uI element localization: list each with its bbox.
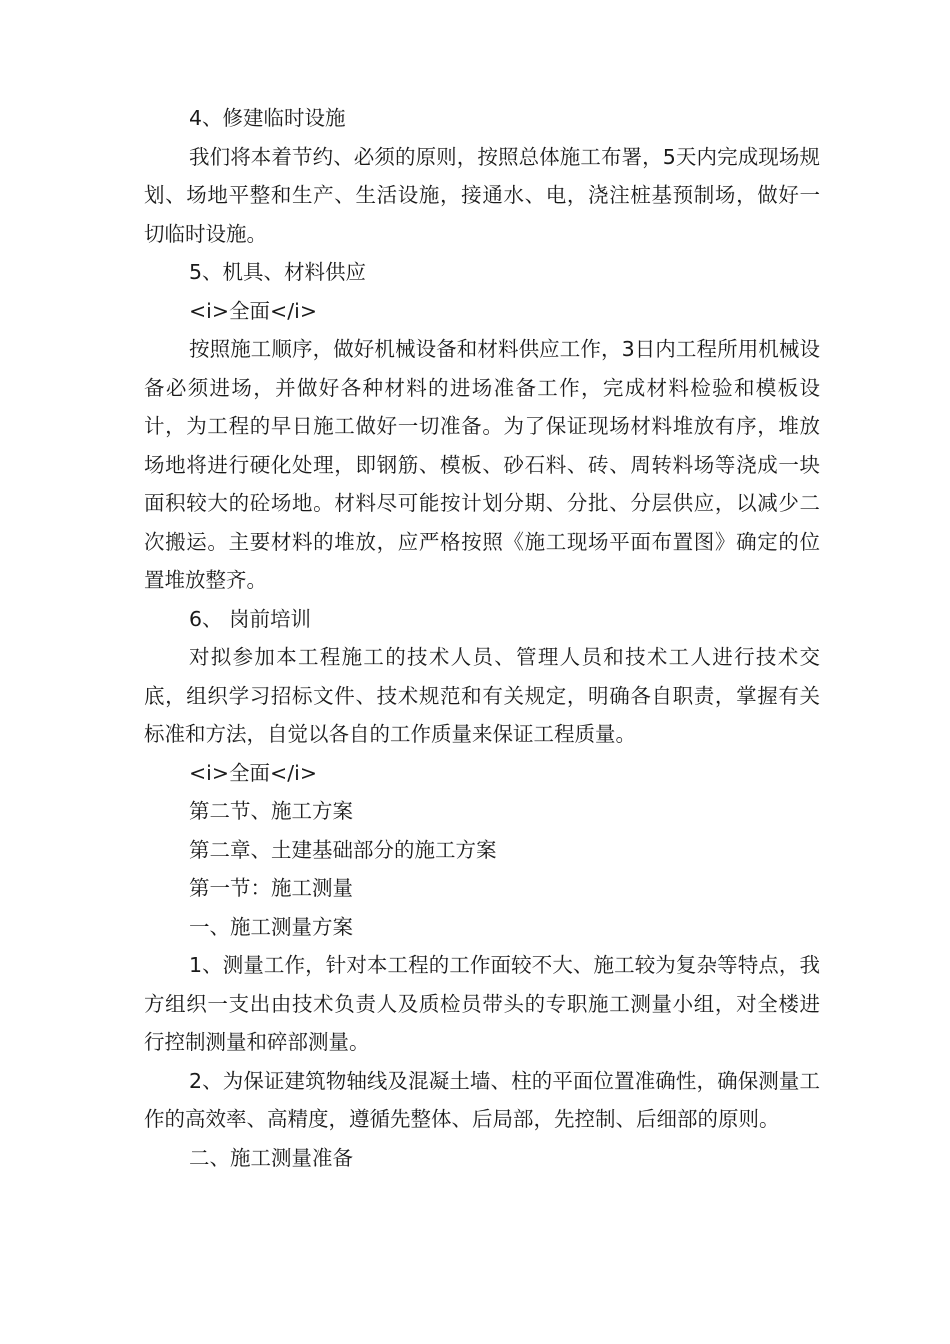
body-paragraph: 对拟参加本工程施工的技术人员、管理人员和技术工人进行技术交底，组织学习招标文件、技术规范和有关规定，明确各自职责，掌握有关标准和方法，自觉以各自的工作质量来保证工程质量。 — [144, 645, 820, 746]
body-paragraph: 1、测量工作，针对本工程的工作面较不大、施工较为复杂等特点，我方组织一支出由技术负责人及质检员带头的专职施工测量小组，对全楼进行控制测量和碎部测量。 — [144, 953, 820, 1054]
section-heading-equipment-materials: 5、机具、材料供应 — [189, 260, 367, 284]
body-paragraph: 2、为保证建筑物轴线及混凝土墙、柱的平面位置准确性，确保测量工作的高效率、高精度，遵循先整体、后局部，先控制、后细部的原则。 — [144, 1068, 820, 1131]
chapter-heading: 第二章、土建基础部分的施工方案 — [189, 837, 497, 862]
section-heading-temporary-facilities: 4、修建临时设施 — [189, 106, 346, 130]
raw-tag-text: <i>全面</i> — [189, 298, 318, 323]
subsection-heading: 二、施工测量准备 — [189, 1145, 353, 1170]
raw-tag-text: <i>全面</i> — [189, 760, 318, 785]
body-paragraph: 我们将本着节约、必须的原则，按照总体施工布署，5天内完成现场规划、场地平整和生产、生活设施，接通水、电，浇注桩基预制场，做好一切临时设施。 — [144, 144, 820, 246]
document-body — [144, 99, 820, 1177]
section-heading: 第二节、施工方案 — [189, 799, 353, 823]
subsection-heading: 一、施工测量方案 — [189, 914, 353, 939]
section-heading-training: 6、 岗前培训 — [189, 606, 312, 631]
section-heading: 第一节：施工测量 — [189, 876, 353, 900]
body-paragraph: 按照施工顺序，做好机械设备和材料供应工作，3日内工程所用机械设备必须进场，并做好各种材料的进场准备工作，完成材料检验和模板设计，为工程的早日施工做好一切准备。为了保证现场材料堆放有序，堆放场地将进行硬化处理，即钢筋、模板、砂石料、砖、周转料场等浇成一块面积较大的砼场地。材料尽可能按计划分期、分批、分层供应，以减少二次搬运。主要材料的堆放，应严格按照《施工现场平面布置图》确定的位置堆放整齐。 — [144, 337, 820, 592]
